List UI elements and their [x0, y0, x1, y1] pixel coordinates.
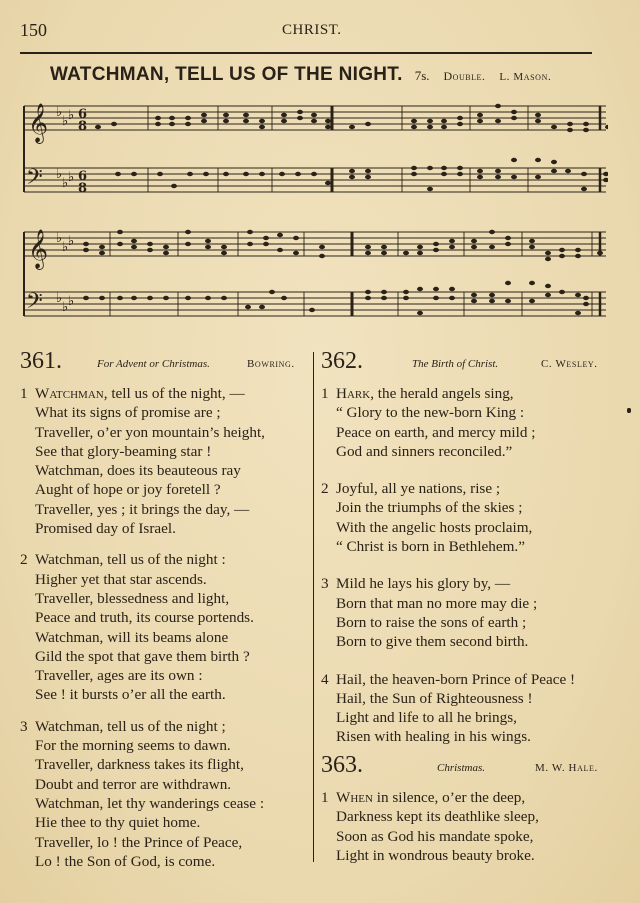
verse-line: 2 Watchman, tell us of the night : — [20, 551, 226, 569]
svg-text:♭: ♭ — [68, 234, 75, 249]
verse-line: Traveller, ages are its own : — [35, 667, 203, 685]
hymn-author: M. W. Hale. — [535, 762, 598, 774]
tune-variant: Double. — [443, 69, 486, 83]
hymn-header — [20, 348, 310, 378]
verse-line: For the morning seems to dawn. — [35, 737, 231, 755]
svg-text:♭: ♭ — [56, 167, 63, 182]
verse-line: See that glory-beaming star ! — [35, 442, 212, 460]
score-system-1 — [22, 92, 608, 210]
svg-text:♭: ♭ — [62, 114, 69, 129]
hymn-number: 362. — [321, 348, 363, 374]
page-header — [20, 20, 592, 40]
svg-text:♭: ♭ — [56, 291, 63, 306]
verse-line: Promised day of Israel. — [35, 520, 176, 538]
svg-text:♭: ♭ — [56, 231, 63, 246]
verse-line: Higher yet that star ascends. — [35, 570, 207, 588]
verse-line: Traveller, o’er yon mountain’s height, — [35, 423, 265, 441]
running-head: CHRIST. — [282, 22, 342, 38]
verse-line: 1 Hark, the herald angels sing, — [321, 385, 514, 402]
verse-line: With the angelic hosts proclaim, — [336, 518, 533, 536]
music-system-2 — [22, 212, 608, 332]
treble-clef-icon: 𝄞 — [28, 229, 49, 269]
verse-line: Peace on earth, and mercy mild ; — [336, 423, 536, 441]
score-system-2 — [22, 212, 608, 332]
verse-line: Watchman, will its beams alone — [35, 628, 229, 646]
notes — [95, 104, 608, 191]
stanza-2 — [321, 479, 611, 556]
svg-text:8: 8 — [78, 119, 88, 134]
verse-line: Traveller, blessedness and light, — [35, 589, 230, 607]
svg-text:♭: ♭ — [62, 240, 69, 255]
verse-line: 1 Watchman, tell us of the night, — — [20, 385, 245, 402]
bass-clef-icon: 𝄢 — [26, 289, 43, 319]
stanza-4 — [321, 670, 611, 747]
hymn-header — [321, 348, 611, 378]
stanza-3 — [321, 574, 611, 651]
stanza-3 — [20, 717, 310, 871]
svg-text:8: 8 — [78, 181, 88, 196]
stanza-1 — [321, 788, 611, 865]
hymn-362 — [321, 348, 611, 759]
verse-line: Hail, the Sun of Righteousness ! — [336, 689, 533, 707]
verse-line: Aught of hope or joy foretell ? — [35, 481, 221, 499]
column-divider — [313, 352, 314, 862]
verse-line: Watchman, let thy wanderings cease : — [35, 794, 265, 812]
verse-line: Gild the spot that gave them birth ? — [35, 647, 250, 665]
verse-line: Traveller, darkness takes its flight, — [35, 756, 244, 774]
verse-line: Light and life to all he brings, — [336, 709, 517, 727]
hymn-topic: Christmas. — [437, 762, 485, 774]
hymn-topic: The Birth of Christ. — [412, 358, 499, 370]
verse-line: Traveller, lo ! the Prince of Peace, — [35, 833, 243, 851]
verse-line: What its signs of promise are ; — [35, 404, 221, 422]
stanza-1 — [321, 384, 611, 461]
treble-clef-icon: 𝄞 — [28, 103, 49, 143]
svg-text:♭: ♭ — [68, 294, 75, 309]
verse-line: Hie thee to thy quiet home. — [35, 814, 201, 832]
verse-line: Born that man no more may die ; — [336, 594, 538, 612]
verse-line: God and sinners reconciled.” — [336, 442, 513, 460]
svg-text:♭: ♭ — [62, 176, 69, 191]
svg-text:6: 6 — [78, 169, 88, 184]
verse-line: 2 Joyful, all ye nations, rise ; — [321, 480, 501, 498]
tune-title — [50, 64, 595, 86]
header-rule — [20, 52, 592, 54]
verse-line: Watchman, does its beauteous ray — [35, 462, 241, 480]
verse-line: Risen with healing in his wings. — [336, 728, 531, 746]
verse-line: Born to give them second birth. — [336, 633, 529, 651]
hymn-author: C. Wesley. — [541, 358, 598, 370]
tune-meter: 7s. — [414, 68, 430, 83]
hymn-number: 361. — [20, 348, 62, 374]
svg-text:♭: ♭ — [56, 105, 63, 120]
verse-line: Join the triumphs of the skies ; — [336, 499, 523, 517]
ink-speck — [627, 408, 631, 413]
tune-name: WATCHMAN, TELL US OF THE NIGHT. — [50, 64, 403, 85]
hymn-361 — [20, 348, 310, 883]
hymn-header — [321, 752, 611, 782]
page-number: 150 — [20, 20, 47, 40]
bass-clef-icon: 𝄢 — [26, 165, 43, 195]
verse-line: 3 Mild he lays his glory by, — — [321, 575, 511, 593]
svg-text:♭: ♭ — [68, 170, 75, 185]
verse-line: Soon as God his mandate spoke, — [336, 827, 534, 845]
svg-text:♭: ♭ — [68, 108, 75, 123]
verse-line: Born to raise the sons of earth ; — [336, 613, 527, 631]
svg-text:6: 6 — [78, 107, 88, 122]
verse-line: Darkness kept its deathlike sleep, — [336, 808, 539, 826]
stanza-1 — [20, 384, 310, 538]
verse-line: “ Glory to the new-born King : — [336, 404, 525, 422]
verse-line: Light in wondrous beauty broke. — [336, 846, 535, 864]
verse-line: See ! it bursts o’er all the earth. — [35, 686, 226, 704]
verse-line: 1 When in silence, o’er the deep, — [321, 789, 526, 806]
verse-line: 3 Watchman, tell us of the night ; — [20, 717, 226, 735]
verse-line: Traveller, yes ; it brings the day, — — [35, 500, 250, 518]
hymn-363 — [321, 752, 611, 877]
music-system-1 — [22, 92, 608, 210]
hymn-author: Bowring. — [247, 358, 295, 370]
tune-composer: L. Mason. — [499, 71, 552, 83]
hymn-number: 363. — [321, 752, 363, 778]
verse-line: 4 Hail, the heaven-born Prince of Peace ! — [321, 670, 576, 688]
verse-line: “ Christ is born in Bethlehem.” — [336, 538, 525, 556]
stanza-2 — [20, 550, 310, 704]
verse-line: Doubt and terror are withdrawn. — [35, 775, 232, 793]
hymn-topic: For Advent or Christmas. — [97, 358, 210, 370]
svg-text:♭: ♭ — [62, 300, 69, 315]
verse-line: Peace and truth, its course portends. — [35, 609, 254, 627]
verse-line: Lo ! the Son of God, is come. — [35, 852, 216, 870]
